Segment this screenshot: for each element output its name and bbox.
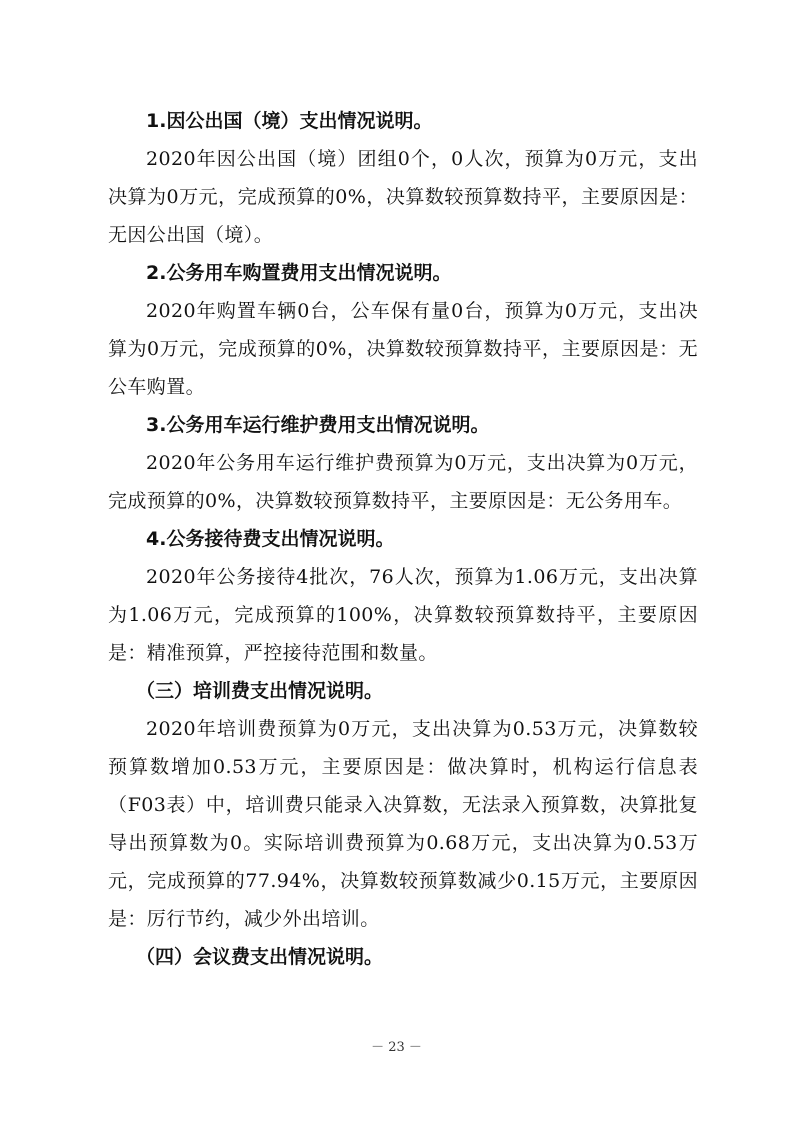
section-heading-vehicle-maintenance: 3.公务用车运行维护费用支出情况说明。: [146, 414, 490, 436]
page-number: － 23 －: [371, 1040, 422, 1055]
section-body-vehicle-purchase: 2020年购置车辆0台，公车保有量0台，预算为0万元，支出决算为0万元，完成预算的0%，决算数较预算数持平，主要原因是：无公车购置。: [108, 300, 698, 398]
section-body-travel: 2020年因公出国（境）团组0个，0人次，预算为0万元，支出决算为0万元，完成预算的0%，决算数较预算数持平，主要原因是：无因公出国（境）。: [108, 148, 698, 246]
section-body-reception: 2020年公务接待4批次，76人次，预算为1.06万元，支出决算为1.06万元，完成预算的100%，决算数较预算数持平，主要原因是：精准预算，严控接待范围和数量。: [108, 566, 698, 664]
section-heading-training: （三）培训费支出情况说明。: [136, 680, 384, 702]
section-heading-travel: 1.因公出国（境）支出情况说明。: [146, 110, 433, 132]
document-body: [108, 102, 698, 976]
section-body-vehicle-maintenance: 2020年公务用车运行维护费预算为0万元，支出决算为0万元，完成预算的0%，决算数较预算数持平，主要原因是：无公务用车。: [108, 452, 698, 512]
section-body-training: 2020年培训费预算为0万元，支出决算为0.53万元，决算数较预算数增加0.53万元，主要原因是：做决算时，机构运行信息表（F03表）中，培训费只能录入决算数，无法录入预算数，决算批复导出预算数为0。实际培训费预算为0.68万元，支出决算为0.53万元，完成预算的77.94%，决算数较预算数减少0.15万元，主要原因是：厉行节约，减少外出培训。: [108, 718, 698, 930]
section-heading-reception: 4.公务接待费支出情况说明。: [146, 528, 395, 550]
section-heading-meeting: （四）会议费支出情况说明。: [136, 946, 384, 968]
section-heading-vehicle-purchase: 2.公务用车购置费用支出情况说明。: [146, 262, 452, 284]
